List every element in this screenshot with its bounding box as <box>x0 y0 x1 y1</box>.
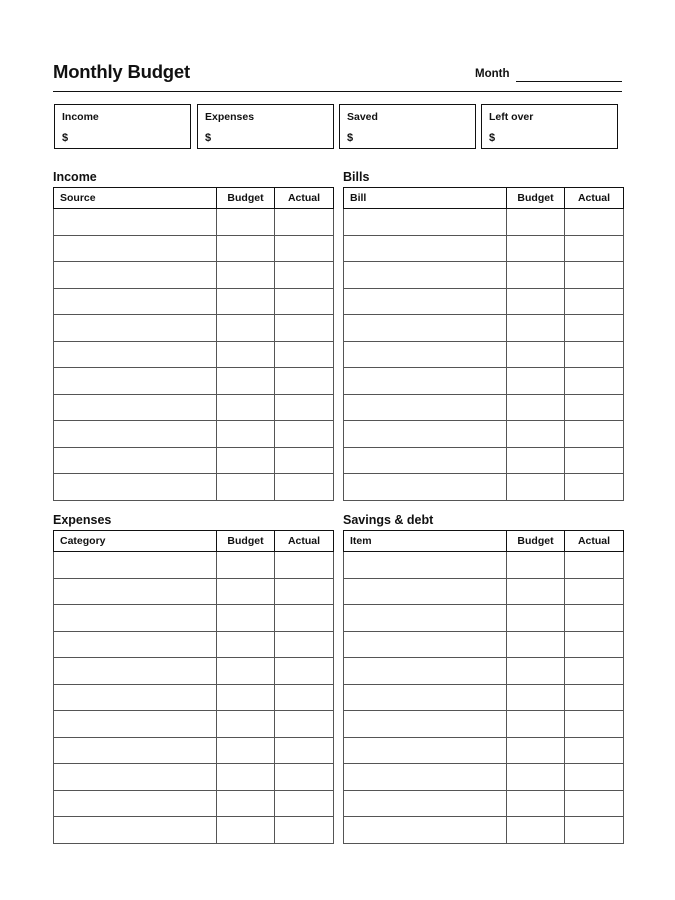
cell-actual[interactable] <box>565 764 624 791</box>
table-row <box>344 394 624 421</box>
cell-name[interactable] <box>344 684 507 711</box>
table-row <box>54 764 334 791</box>
summary-label: Saved <box>347 111 378 123</box>
cell-actual[interactable] <box>565 737 624 764</box>
column-header-actual: Actual <box>565 531 624 552</box>
cell-actual[interactable] <box>275 209 334 236</box>
bills-section-title: Bills <box>343 170 370 184</box>
table-row <box>344 817 624 844</box>
cell-actual[interactable] <box>275 368 334 395</box>
cell-budget[interactable] <box>217 447 275 474</box>
table-row <box>54 394 334 421</box>
cell-actual[interactable] <box>565 684 624 711</box>
cell-name[interactable] <box>344 421 507 448</box>
cell-budget[interactable] <box>217 394 275 421</box>
cell-actual[interactable] <box>275 790 334 817</box>
cell-budget[interactable] <box>217 764 275 791</box>
cell-name[interactable] <box>344 209 507 236</box>
cell-budget[interactable] <box>507 790 565 817</box>
table-row <box>54 288 334 315</box>
cell-name[interactable] <box>54 394 217 421</box>
table-row <box>54 658 334 685</box>
cell-actual[interactable] <box>565 368 624 395</box>
table-row <box>344 474 624 501</box>
cell-name[interactable] <box>54 684 217 711</box>
cell-name[interactable] <box>344 552 507 579</box>
cell-actual[interactable] <box>565 658 624 685</box>
cell-actual[interactable] <box>275 474 334 501</box>
cell-name[interactable] <box>344 368 507 395</box>
cell-actual[interactable] <box>275 817 334 844</box>
cell-name[interactable] <box>344 341 507 368</box>
cell-name[interactable] <box>344 711 507 738</box>
column-header-source: Source <box>54 188 217 209</box>
column-header-category: Category <box>54 531 217 552</box>
table-row <box>54 552 334 579</box>
cell-name[interactable] <box>344 605 507 632</box>
table-row <box>344 737 624 764</box>
cell-name[interactable] <box>54 658 217 685</box>
cell-name[interactable] <box>54 578 217 605</box>
cell-name[interactable] <box>344 817 507 844</box>
column-header-actual: Actual <box>565 188 624 209</box>
cell-budget[interactable] <box>507 737 565 764</box>
table-row <box>54 817 334 844</box>
summary-box-income[interactable] <box>54 104 191 149</box>
summary-currency: $ <box>489 132 496 144</box>
cell-budget[interactable] <box>507 552 565 579</box>
cell-actual[interactable] <box>275 684 334 711</box>
table-row <box>54 605 334 632</box>
cell-actual[interactable] <box>275 262 334 289</box>
cell-name[interactable] <box>54 341 217 368</box>
cell-actual[interactable] <box>275 394 334 421</box>
cell-name[interactable] <box>344 631 507 658</box>
cell-name[interactable] <box>54 817 217 844</box>
savings-table <box>343 530 624 844</box>
table-row <box>344 235 624 262</box>
cell-actual[interactable] <box>565 474 624 501</box>
cell-actual[interactable] <box>565 631 624 658</box>
column-header-item: Item <box>344 531 507 552</box>
cell-actual[interactable] <box>565 421 624 448</box>
cell-name[interactable] <box>54 737 217 764</box>
table-row <box>54 209 334 236</box>
cell-name[interactable] <box>54 552 217 579</box>
table-row <box>344 209 624 236</box>
cell-actual[interactable] <box>275 235 334 262</box>
cell-actual[interactable] <box>565 790 624 817</box>
table-row <box>54 737 334 764</box>
cell-budget[interactable] <box>507 262 565 289</box>
cell-budget[interactable] <box>507 578 565 605</box>
income-section-title: Income <box>53 170 97 184</box>
cell-actual[interactable] <box>275 447 334 474</box>
table-row <box>54 578 334 605</box>
cell-budget[interactable] <box>217 368 275 395</box>
cell-budget[interactable] <box>217 737 275 764</box>
cell-budget[interactable] <box>217 684 275 711</box>
cell-budget[interactable] <box>217 605 275 632</box>
cell-budget[interactable] <box>217 315 275 342</box>
cell-name[interactable] <box>54 474 217 501</box>
cell-name[interactable] <box>54 790 217 817</box>
cell-budget[interactable] <box>217 421 275 448</box>
cell-name[interactable] <box>54 631 217 658</box>
cell-actual[interactable] <box>275 711 334 738</box>
cell-budget[interactable] <box>507 605 565 632</box>
cell-budget[interactable] <box>507 474 565 501</box>
table-row <box>54 341 334 368</box>
cell-actual[interactable] <box>275 315 334 342</box>
column-header-budget: Budget <box>507 531 565 552</box>
table-row <box>344 631 624 658</box>
cell-budget[interactable] <box>217 288 275 315</box>
cell-budget[interactable] <box>217 711 275 738</box>
cell-name[interactable] <box>54 368 217 395</box>
cell-name[interactable] <box>344 578 507 605</box>
table-row <box>344 711 624 738</box>
summary-currency: $ <box>205 132 212 144</box>
bills-table <box>343 187 624 501</box>
cell-name[interactable] <box>54 235 217 262</box>
cell-actual[interactable] <box>275 631 334 658</box>
table-row <box>344 578 624 605</box>
cell-actual[interactable] <box>565 262 624 289</box>
cell-budget[interactable] <box>507 368 565 395</box>
cell-name[interactable] <box>344 737 507 764</box>
table-row <box>54 421 334 448</box>
table-row <box>54 631 334 658</box>
table-row <box>344 447 624 474</box>
cell-budget[interactable] <box>217 235 275 262</box>
cell-actual[interactable] <box>565 209 624 236</box>
summary-label: Left over <box>489 111 534 123</box>
cell-actual[interactable] <box>565 288 624 315</box>
column-header-bill: Bill <box>344 188 507 209</box>
cell-name[interactable] <box>344 658 507 685</box>
table-row <box>54 315 334 342</box>
cell-budget[interactable] <box>217 552 275 579</box>
table-row <box>344 368 624 395</box>
cell-budget[interactable] <box>507 817 565 844</box>
cell-budget[interactable] <box>217 262 275 289</box>
cell-name[interactable] <box>54 447 217 474</box>
cell-budget[interactable] <box>507 447 565 474</box>
column-header-actual: Actual <box>275 531 334 552</box>
cell-budget[interactable] <box>217 474 275 501</box>
table-row <box>54 262 334 289</box>
cell-budget[interactable] <box>507 658 565 685</box>
cell-budget[interactable] <box>507 631 565 658</box>
cell-budget[interactable] <box>507 711 565 738</box>
header-divider <box>53 91 622 92</box>
cell-actual[interactable] <box>275 341 334 368</box>
cell-budget[interactable] <box>507 684 565 711</box>
cell-name[interactable] <box>54 421 217 448</box>
cell-budget[interactable] <box>507 209 565 236</box>
cell-name[interactable] <box>344 315 507 342</box>
cell-actual[interactable] <box>565 341 624 368</box>
column-header-budget: Budget <box>217 188 275 209</box>
column-header-actual: Actual <box>275 188 334 209</box>
cell-name[interactable] <box>344 474 507 501</box>
cell-budget[interactable] <box>217 341 275 368</box>
cell-name[interactable] <box>54 262 217 289</box>
column-header-budget: Budget <box>507 188 565 209</box>
cell-name[interactable] <box>54 764 217 791</box>
table-row <box>344 552 624 579</box>
cell-budget[interactable] <box>507 315 565 342</box>
savings-section-title: Savings & debt <box>343 513 434 527</box>
table-row <box>344 315 624 342</box>
table-row <box>54 790 334 817</box>
cell-name[interactable] <box>54 209 217 236</box>
summary-currency: $ <box>62 132 69 144</box>
cell-budget[interactable] <box>217 209 275 236</box>
summary-box-saved[interactable] <box>339 104 476 149</box>
cell-actual[interactable] <box>565 605 624 632</box>
month-input-line[interactable] <box>516 81 622 82</box>
cell-budget[interactable] <box>507 394 565 421</box>
table-row <box>54 368 334 395</box>
table-row <box>344 658 624 685</box>
cell-actual[interactable] <box>275 288 334 315</box>
table-row <box>54 711 334 738</box>
table-row <box>344 605 624 632</box>
table-row <box>344 288 624 315</box>
cell-name[interactable] <box>344 262 507 289</box>
table-row <box>54 684 334 711</box>
table-row <box>344 421 624 448</box>
table-row <box>344 684 624 711</box>
cell-budget[interactable] <box>217 658 275 685</box>
cell-name[interactable] <box>344 235 507 262</box>
cell-actual[interactable] <box>565 578 624 605</box>
column-header-budget: Budget <box>217 531 275 552</box>
cell-actual[interactable] <box>275 658 334 685</box>
cell-budget[interactable] <box>507 235 565 262</box>
cell-budget[interactable] <box>217 631 275 658</box>
cell-budget[interactable] <box>217 790 275 817</box>
summary-currency: $ <box>347 132 354 144</box>
cell-actual[interactable] <box>275 764 334 791</box>
cell-name[interactable] <box>344 790 507 817</box>
cell-name[interactable] <box>344 447 507 474</box>
table-row <box>344 341 624 368</box>
table-row <box>344 764 624 791</box>
summary-label: Income <box>62 111 99 123</box>
table-row <box>344 262 624 289</box>
cell-budget[interactable] <box>507 421 565 448</box>
cell-name[interactable] <box>54 315 217 342</box>
cell-actual[interactable] <box>275 578 334 605</box>
table-row <box>54 474 334 501</box>
expenses-table <box>53 530 334 844</box>
page-title: Monthly Budget <box>53 61 190 82</box>
summary-label: Expenses <box>205 111 255 123</box>
cell-actual[interactable] <box>275 737 334 764</box>
cell-budget[interactable] <box>507 764 565 791</box>
cell-budget[interactable] <box>217 578 275 605</box>
cell-budget[interactable] <box>217 817 275 844</box>
cell-actual[interactable] <box>565 552 624 579</box>
cell-budget[interactable] <box>507 288 565 315</box>
cell-actual[interactable] <box>565 447 624 474</box>
cell-actual[interactable] <box>275 605 334 632</box>
cell-name[interactable] <box>344 764 507 791</box>
table-row <box>54 235 334 262</box>
cell-actual[interactable] <box>565 235 624 262</box>
cell-actual[interactable] <box>565 394 624 421</box>
cell-actual[interactable] <box>565 817 624 844</box>
table-row <box>54 447 334 474</box>
cell-actual[interactable] <box>275 421 334 448</box>
cell-name[interactable] <box>344 394 507 421</box>
cell-name[interactable] <box>54 605 217 632</box>
expenses-section-title: Expenses <box>53 513 112 527</box>
cell-actual[interactable] <box>565 315 624 342</box>
cell-actual[interactable] <box>275 552 334 579</box>
cell-budget[interactable] <box>507 341 565 368</box>
month-label: Month <box>475 68 510 80</box>
summary-box-left-over[interactable] <box>481 104 618 149</box>
income-table <box>53 187 334 501</box>
cell-name[interactable] <box>54 711 217 738</box>
cell-name[interactable] <box>344 288 507 315</box>
summary-box-expenses[interactable] <box>197 104 334 149</box>
table-row <box>344 790 624 817</box>
cell-actual[interactable] <box>565 711 624 738</box>
cell-name[interactable] <box>54 288 217 315</box>
